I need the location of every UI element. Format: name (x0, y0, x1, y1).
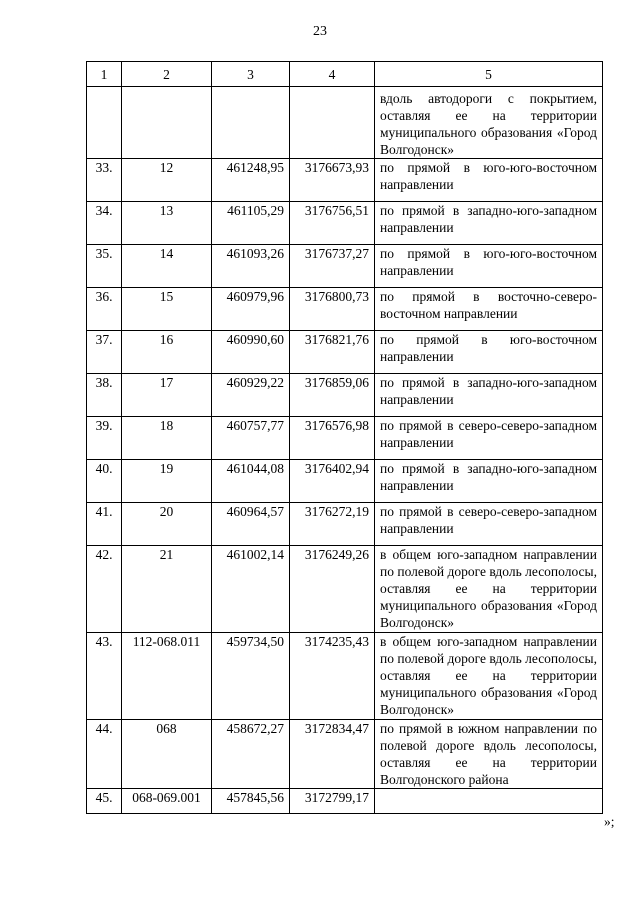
table-row (87, 417, 603, 460)
point-id: 14 (122, 245, 212, 288)
point-id: 068 (122, 720, 212, 789)
boundary-description: по прямой в юго-восточном направлении (375, 331, 603, 374)
table-row (87, 245, 603, 288)
row-number: 37. (87, 331, 122, 374)
empty-cell (290, 87, 375, 159)
row-number: 42. (87, 546, 122, 633)
coordinate-y: 3172834,47 (290, 720, 375, 789)
coordinate-y: 3176272,19 (290, 503, 375, 546)
boundary-description: по прямой в западно-юго-западном направлении (375, 202, 603, 245)
boundary-description: по прямой в юго-юго-восточном направлении (375, 245, 603, 288)
coordinate-x: 459734,50 (212, 633, 290, 720)
row-number: 40. (87, 460, 122, 503)
row-number: 38. (87, 374, 122, 417)
coordinate-y: 3176673,93 (290, 159, 375, 202)
boundary-description: по прямой в северо-северо-западном направлении (375, 417, 603, 460)
table-row (87, 288, 603, 331)
row-number: 34. (87, 202, 122, 245)
table-row (87, 159, 603, 202)
point-id: 112-068.011 (122, 633, 212, 720)
row-number: 44. (87, 720, 122, 789)
point-id: 15 (122, 288, 212, 331)
coordinate-x: 460929,22 (212, 374, 290, 417)
coordinate-y: 3176756,51 (290, 202, 375, 245)
boundary-description: по прямой в западно-юго-западном направлении (375, 374, 603, 417)
coordinate-y: 3176859,06 (290, 374, 375, 417)
coordinate-x: 460757,77 (212, 417, 290, 460)
coordinate-y: 3176737,27 (290, 245, 375, 288)
table-row (87, 460, 603, 503)
boundary-description: по прямой в восточно-северо-восточном направлении (375, 288, 603, 331)
header-col-5: 5 (375, 62, 603, 87)
coordinate-y: 3174235,43 (290, 633, 375, 720)
boundary-description (375, 789, 603, 814)
boundary-description: по прямой в северо-северо-западном направлении (375, 503, 603, 546)
coordinate-y: 3176800,73 (290, 288, 375, 331)
boundary-description: по прямой в юго-юго-восточном направлении (375, 159, 603, 202)
coordinate-x: 461248,95 (212, 159, 290, 202)
table-row (87, 789, 603, 814)
coordinate-x: 460990,60 (212, 331, 290, 374)
row-number: 39. (87, 417, 122, 460)
table-row (87, 546, 603, 633)
boundary-table (86, 61, 603, 814)
boundary-description: по прямой в западно-юго-западном направлении (375, 460, 603, 503)
table-header-row (87, 62, 603, 87)
row-number: 43. (87, 633, 122, 720)
point-id: 16 (122, 331, 212, 374)
coordinate-x: 461002,14 (212, 546, 290, 633)
point-id: 20 (122, 503, 212, 546)
coordinate-x: 461044,08 (212, 460, 290, 503)
page-number: 23 (313, 24, 327, 39)
empty-cell (212, 87, 290, 159)
row-number: 35. (87, 245, 122, 288)
boundary-description: в общем юго-западном направлении по полевой дороге вдоль лесополосы, оставляя ее на территории муниципального образования «Город Волгодонск» (375, 546, 603, 633)
row-number: 45. (87, 789, 122, 814)
coordinate-x: 458672,27 (212, 720, 290, 789)
table-row (87, 503, 603, 546)
boundary-description: в общем юго-западном направлении по полевой дороге вдоль лесополосы, оставляя ее на территории муниципального образования «Город Волгодонск» (375, 633, 603, 720)
coordinate-x: 460964,57 (212, 503, 290, 546)
row-number: 36. (87, 288, 122, 331)
table-row (87, 202, 603, 245)
row-number: 33. (87, 159, 122, 202)
closing-quote: »; (604, 814, 615, 829)
table-row (87, 331, 603, 374)
point-id: 12 (122, 159, 212, 202)
coordinate-x: 461093,26 (212, 245, 290, 288)
coordinate-y: 3172799,17 (290, 789, 375, 814)
continuation-description: вдоль автодороги с покрытием, оставляя ее на территории муниципального образования «Город Волгодонск» (375, 87, 603, 159)
coordinate-y: 3176821,76 (290, 331, 375, 374)
empty-cell (87, 87, 122, 159)
row-number: 41. (87, 503, 122, 546)
point-id: 21 (122, 546, 212, 633)
point-id: 13 (122, 202, 212, 245)
table-row (87, 720, 603, 789)
point-id: 18 (122, 417, 212, 460)
empty-cell (122, 87, 212, 159)
table-row (87, 374, 603, 417)
header-col-4: 4 (290, 62, 375, 87)
point-id: 19 (122, 460, 212, 503)
header-col-3: 3 (212, 62, 290, 87)
coordinate-y: 3176402,94 (290, 460, 375, 503)
header-col-2: 2 (122, 62, 212, 87)
boundary-description: по прямой в южном направлении по полевой дороге вдоль лесополосы, оставляя ее на территории Волгодонского района (375, 720, 603, 789)
table-row (87, 633, 603, 720)
header-col-1: 1 (87, 62, 122, 87)
coordinate-x: 460979,96 (212, 288, 290, 331)
coordinate-y: 3176576,98 (290, 417, 375, 460)
coordinate-y: 3176249,26 (290, 546, 375, 633)
continuation-row (87, 87, 603, 159)
point-id: 17 (122, 374, 212, 417)
point-id: 068-069.001 (122, 789, 212, 814)
coordinate-x: 457845,56 (212, 789, 290, 814)
coordinate-x: 461105,29 (212, 202, 290, 245)
